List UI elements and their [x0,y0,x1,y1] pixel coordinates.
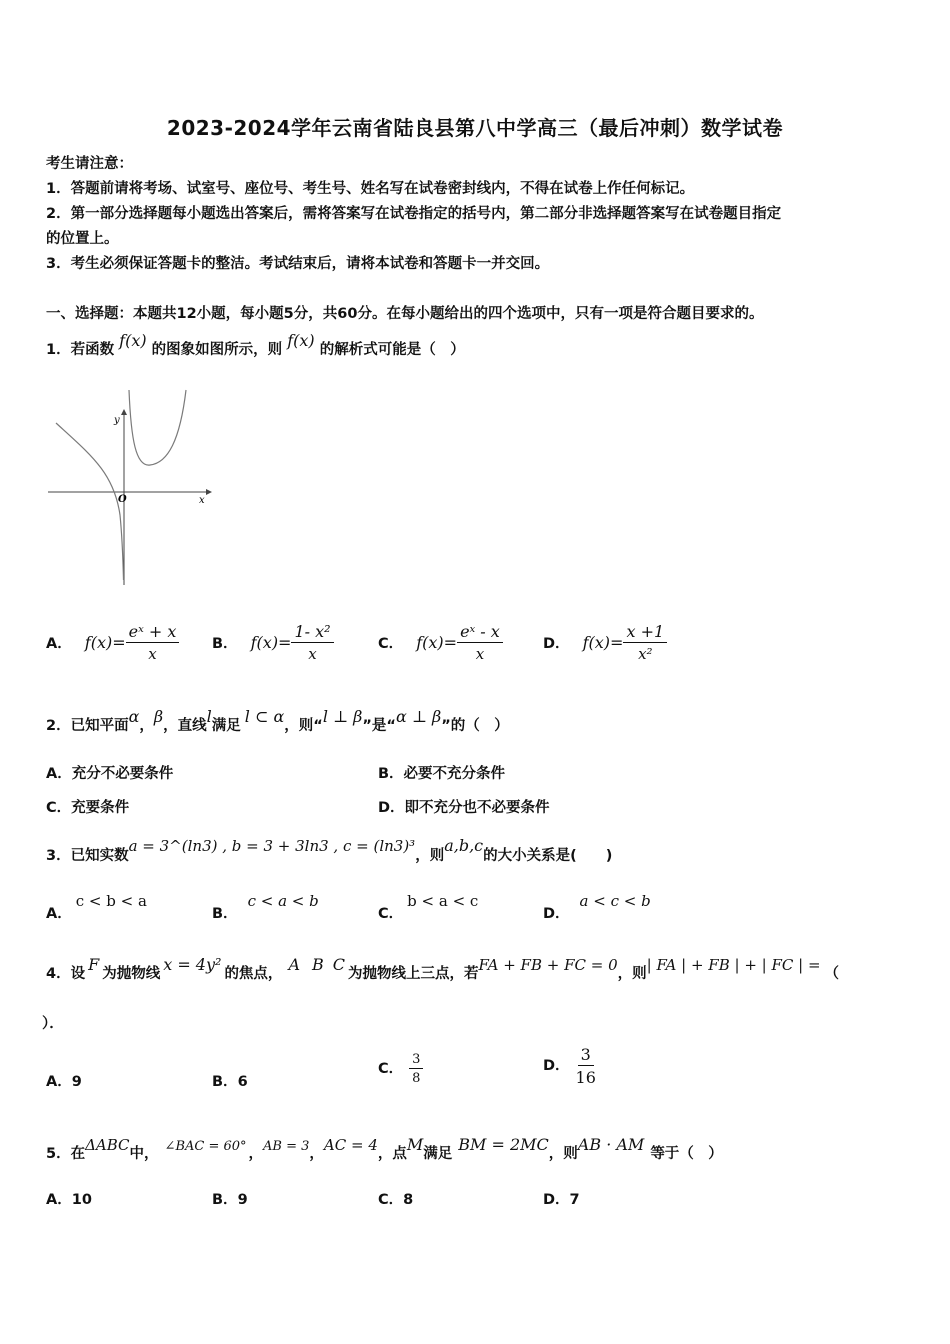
page-title: 2023-2024学年云南省陆良县第八中学高三（最后冲刺）数学试卷 [166,116,784,140]
question-1-stem: 1．若函数 f(x) 的图象如图所示，则 f(x) 的解析式可能是（ ） [46,331,465,358]
q1-option-d[interactable]: D． f(x)= $\frac{x +1}{\text{x²}}$ [543,622,667,663]
question-2-stem: 2．已知平面α，β，直线l满足 l ⊂ α，则“l ⊥ β”是“α ⊥ β”的（ ） [46,707,509,734]
q5-option-c[interactable]: C．8 [378,1192,414,1208]
curve-left-branch [56,423,124,580]
exam-notes [46,152,906,277]
function-graph [46,385,216,590]
question-5-stem: 5．在ΔABC中， ∠BAC = 60° ，AB = 3，AC = 4，点M满足 BM = 2MC，则AB · AM 等于（ ） [46,1135,723,1162]
q3-option-d[interactable]: D．a < c < b [543,892,651,922]
origin-label: O [118,494,127,505]
question-3-stem: 3．已知实数a = 3^(ln3) , b = 3 + 3ln3 , c = (ln3)³，则a,b,c的大小关系是( ) [46,836,613,864]
q1-option-b[interactable]: B． f(x)= $\frac{\text{1- x²}}{x}$ [212,622,334,663]
q2-option-c[interactable]: C．充要条件 [46,800,130,816]
x-axis-arrow [206,489,212,495]
q2-option-d[interactable]: D．即不充分也不必要条件 [378,800,550,816]
notes-item: 3．考生必须保证答题卡的整洁。考试结束后，请将本试卷和答题卡一并交回。 [46,256,550,272]
q4-option-a[interactable]: A．9 [46,1074,82,1090]
q3-option-a[interactable]: A．c < b < a [46,892,147,922]
q1-option-c[interactable]: C． f(x)= $\frac{\text{eˣ - x}}{x}$ [378,622,503,663]
notes-item: 2．第一部分选择题每小题选出答案后，需将答案写在试卷指定的括号内，第二部分非选择题答案写在试卷题目指定 [46,206,782,222]
math-fx: f(x) [119,331,147,350]
q4-option-d[interactable]: D． $\frac{3}{16}$ [543,1045,596,1087]
math-expression: a = 3^(ln3) , b = 3 + 3ln3 , c = (ln3)³ [128,837,416,855]
curve-right-branch [129,390,186,465]
x-label: x [199,495,205,506]
q5-option-d[interactable]: D．7 [543,1192,580,1208]
q5-option-b[interactable]: B．9 [212,1192,248,1208]
q4-option-b[interactable]: B．6 [212,1074,248,1090]
q1-option-a[interactable]: A． f(x)= $\frac{\text{eˣ + x}}{x}$ [46,622,179,663]
q3-option-b[interactable]: B．c < a < b [212,892,319,922]
q5-option-a[interactable]: A．10 [46,1192,92,1208]
q2-option-a[interactable]: A．充分不必要条件 [46,766,174,782]
y-axis-arrow [121,409,127,415]
q3-option-c[interactable]: C．b < a < c [378,892,479,922]
notes-heading: 考生请注意： [46,156,133,172]
y-label: y [114,415,120,426]
notes-item: 的位置上。 [46,231,119,247]
notes-item: 1．答题前请将考场、试室号、座位号、考生号、姓名写在试卷密封线内，不得在试卷上作任何标记。 [46,181,695,197]
math-fx: f(x) [287,331,315,350]
q4-option-c[interactable]: C． $\frac{3}{8}$ [378,1052,423,1086]
q2-option-b[interactable]: B．必要不充分条件 [378,766,506,782]
question-4-tail: ）． [42,1016,64,1032]
question-4-stem: 4．设 F 为抛物线 x = 4y² 的焦点， A B C 为抛物线上三点，若FA + FB + FC = 0，则| FA | + FB | + | FC | = （ [46,955,840,982]
section-heading: 一、选择题：本题共12小题，每小题5分，共60分。在每小题给出的四个选项中，只有一项是符合题目要求的。 [46,306,764,322]
